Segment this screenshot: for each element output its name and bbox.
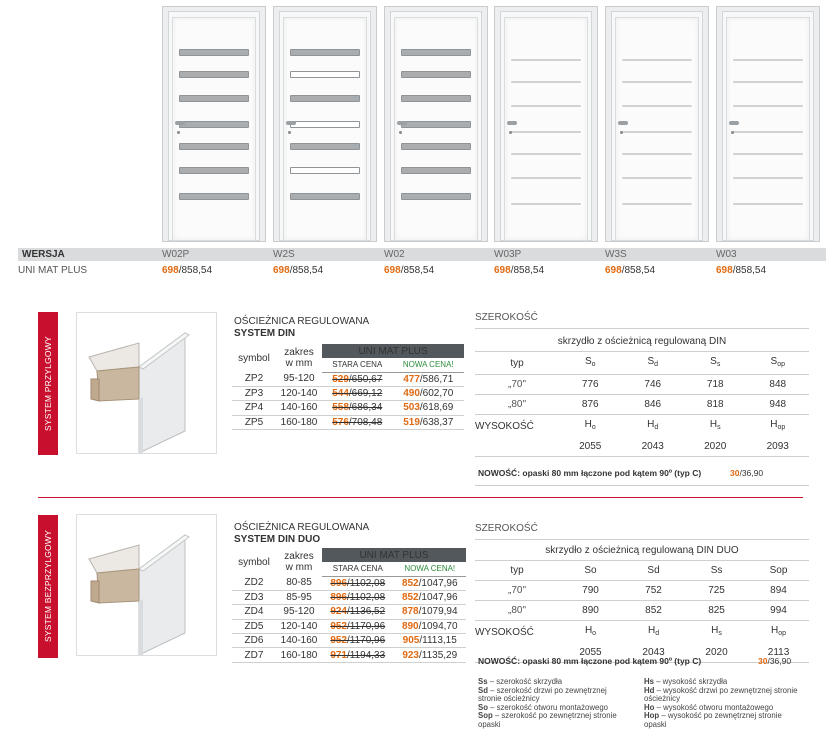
table-row — [232, 648, 466, 662]
version-price: 698/858,54 — [162, 265, 213, 276]
door-glass-pane — [290, 193, 360, 200]
door-glass-pane — [511, 203, 581, 205]
section1-note-price: 30/36,90 — [730, 468, 764, 478]
col-symbol: symbol — [238, 556, 270, 568]
door-glass-pane — [401, 167, 471, 174]
cell-new-price: 852/1047,96 — [394, 576, 467, 590]
table-row — [475, 375, 809, 395]
section1-note — [478, 468, 764, 478]
frame-price-table-din-duo — [232, 548, 466, 663]
legend-item: Sop – szerokość po zewnętrznej stronie opaski — [478, 711, 617, 729]
section2-title — [234, 522, 369, 546]
door-lock-icon — [177, 131, 180, 134]
width-title-1: SZEROKOŚĆ — [475, 312, 809, 329]
col-new-price: NOWA CENA! — [392, 358, 464, 372]
table-row — [475, 581, 809, 601]
door-handle-icon — [507, 121, 517, 125]
door-handle-icon — [286, 121, 296, 125]
cell-symbol: ZP4 — [232, 401, 276, 415]
section2-note-price: 30/36,90 — [758, 656, 792, 666]
door-glass-pane — [401, 121, 471, 128]
door-lock-icon — [399, 131, 402, 134]
cell-old-price: 896/1102,08 — [322, 590, 394, 604]
door-lock-icon — [288, 131, 291, 134]
door-glass-pane — [290, 121, 360, 128]
table-row — [475, 395, 809, 415]
cell-height-value: 2043 — [622, 643, 685, 663]
cell-old-price: 896/1102,08 — [322, 576, 394, 590]
cell-symbol: ZP5 — [232, 415, 276, 429]
cell-width-value: 718 — [684, 375, 747, 395]
version-name: W02P — [162, 249, 190, 260]
door-w02p — [162, 6, 266, 242]
col-width: $S_d$ — [622, 352, 685, 375]
door-glass-pane — [511, 131, 581, 133]
door-glass-pane — [401, 95, 471, 102]
door-w3s — [605, 6, 709, 242]
frame-product-image-din-duo — [76, 514, 217, 656]
col-old-price: STARA CENA — [322, 562, 394, 576]
version-price: 698/858,54 — [273, 265, 324, 276]
door-w03 — [716, 6, 820, 242]
door-glass-pane — [179, 193, 249, 200]
table-row — [232, 619, 466, 633]
door-frame-illustration — [77, 515, 216, 655]
door-glass-pane — [622, 203, 692, 205]
cell-new-price: 905/1113,15 — [394, 634, 467, 648]
legend-item: So – szerokość otworu montażowego — [478, 702, 609, 712]
col-height: $H_{op}$ — [770, 419, 786, 431]
col-zakres: zakres w mm — [284, 347, 314, 369]
cell-symbol: ZD4 — [232, 605, 276, 619]
version-name: W3S — [605, 249, 627, 260]
door-glass-pane — [733, 59, 803, 61]
cell-type: „70" — [475, 581, 559, 601]
cell-old-price: 544/669,12 — [322, 386, 392, 400]
cell-range: 140-160 — [276, 634, 322, 648]
version-price: 698/858,54 — [384, 265, 435, 276]
col-symbol: symbol — [238, 352, 270, 364]
legend-item: Ho – wysokość otworu montażowego — [644, 702, 774, 712]
door-glass-pane — [622, 81, 692, 83]
table-row — [232, 401, 464, 415]
legend-item: Ss – szerokość skrzydła — [478, 677, 563, 686]
cell-range: 160-180 — [276, 648, 322, 662]
cell-old-price: 971/1194,33 — [322, 648, 394, 662]
version-header-row — [18, 248, 826, 261]
width-caption: skrzydło z ościeżnicą regulowaną DIN DUO — [475, 541, 809, 561]
col-height: $H_s$ — [711, 625, 722, 637]
version-price-row — [18, 264, 826, 277]
version-header-label: WERSJA — [22, 249, 65, 260]
cell-range: 95-120 — [276, 605, 322, 619]
door-glass-pane — [622, 105, 692, 107]
section1-title-line1: OŚCIEŻNICA REGULOWANA — [234, 316, 370, 327]
cell-range: 120-140 — [276, 619, 322, 633]
cell-width-value: 825 — [685, 601, 748, 621]
door-glass-pane — [622, 131, 692, 133]
dimension-table-din — [475, 332, 809, 457]
cell-type: „70" — [475, 375, 559, 395]
section-divider-red — [38, 497, 803, 498]
section-band-przylgowy: SYSTEM PRZYLGOWY — [38, 312, 58, 455]
cell-range: 140-160 — [276, 401, 322, 415]
legend-item: Hd – wysokość drzwi po zewnętrznej stronie ościeżnicy — [644, 685, 798, 704]
door-glass-pane — [290, 71, 360, 78]
height-label: WYSOKOŚĆ — [475, 420, 534, 432]
cell-width-value: 776 — [559, 375, 622, 395]
cell-width-value: 890 — [559, 601, 622, 621]
version-price: 698/858,54 — [605, 265, 656, 276]
version-name: W02 — [384, 249, 405, 260]
version-name: W03 — [716, 249, 737, 260]
cell-width-value: 725 — [685, 581, 748, 601]
legend-item: Sd – szerokość drzwi po zewnętrznej stronie ościeżnicy — [478, 685, 607, 704]
cell-old-price: 576/708,48 — [322, 415, 392, 429]
col-width: $S_{op}$ — [747, 352, 810, 375]
door-glass-pane — [401, 193, 471, 200]
door-glass-pane — [401, 71, 471, 78]
cell-new-price: 878/1079,94 — [394, 605, 467, 619]
cell-width-value: 790 — [559, 581, 622, 601]
door-glass-pane — [733, 81, 803, 83]
version-row-label: UNI MAT PLUS — [18, 265, 88, 276]
frame-price-table-din — [232, 344, 464, 430]
door-glass-pane — [733, 131, 803, 133]
door-glass-pane — [179, 49, 249, 56]
cell-symbol: ZD2 — [232, 576, 276, 590]
door-glass-pane — [733, 203, 803, 205]
cell-height-value: 2020 — [685, 643, 748, 663]
door-glass-pane — [511, 81, 581, 83]
table-row — [232, 605, 466, 619]
version-name: W2S — [273, 249, 295, 260]
cell-type: „80" — [475, 601, 559, 621]
door-handle-icon — [175, 121, 185, 125]
cell-old-price: 924/1136,52 — [322, 605, 394, 619]
section1-title — [234, 316, 369, 340]
section1-title-line2: SYSTEM DIN — [234, 328, 296, 339]
legend-heights — [644, 678, 804, 730]
table-row — [232, 372, 464, 386]
col-height: $H_s$ — [709, 419, 721, 431]
cell-symbol: ZP3 — [232, 386, 276, 400]
door-glass-pane — [179, 143, 249, 150]
col-width: Sd — [622, 561, 685, 581]
door-glass-pane — [179, 95, 249, 102]
door-handle-icon — [397, 121, 407, 125]
cell-symbol: ZP2 — [232, 372, 276, 386]
cell-width-value: 846 — [622, 395, 685, 415]
section-band-bezprzylgowy: SYSTEM BEZPRZYLGOWY — [38, 515, 58, 658]
door-glass-pane — [290, 95, 360, 102]
door-glass-pane — [401, 143, 471, 150]
cell-new-price: 852/1047,96 — [394, 590, 467, 604]
cell-width-value: 876 — [559, 395, 622, 415]
width-title-2: SZEROKOŚĆ — [475, 523, 809, 540]
col-old-price: STARA CENA — [322, 358, 392, 372]
cell-width-value: 994 — [748, 601, 809, 621]
cell-old-price: 529/650,67 — [322, 372, 392, 386]
cell-height-value: 2093 — [747, 437, 810, 457]
door-frame-illustration — [77, 313, 216, 453]
door-w02 — [384, 6, 488, 242]
door-glass-pane — [511, 105, 581, 107]
version-name: W03P — [494, 249, 522, 260]
door-glass-pane — [622, 177, 692, 179]
section2-title-line2: SYSTEM DIN DUO — [234, 534, 321, 545]
cell-old-price: 952/1170,96 — [322, 619, 394, 633]
col-width: Sop — [748, 561, 809, 581]
door-glass-pane — [511, 59, 581, 61]
door-glass-pane — [511, 153, 581, 155]
col-typ: typ — [475, 561, 559, 581]
door-glass-pane — [290, 143, 360, 150]
cell-type: „80" — [475, 395, 559, 415]
door-glass-pane — [733, 177, 803, 179]
door-glass-pane — [179, 167, 249, 174]
col-width: Ss — [685, 561, 748, 581]
col-height: $H_o$ — [584, 419, 596, 431]
section1-note-text: NOWOŚĆ: opaski 80 mm łączone pod kątem 90º (typ C) — [478, 468, 702, 478]
cell-new-price: 490/602,70 — [392, 386, 464, 400]
cell-old-price: 558/686,34 — [322, 401, 392, 415]
col-height: $H_{op}$ — [771, 625, 787, 637]
group-header: UNI MAT PLUS — [322, 344, 464, 358]
cell-range: 95-120 — [276, 372, 322, 386]
cell-height-value: 2055 — [559, 643, 622, 663]
cell-new-price: 519/638,37 — [392, 415, 464, 429]
cell-width-value: 848 — [747, 375, 810, 395]
divider — [475, 485, 809, 486]
cell-range: 120-140 — [276, 386, 322, 400]
cell-height-value: 2055 — [559, 437, 622, 457]
cell-width-value: 894 — [748, 581, 809, 601]
door-lock-icon — [731, 131, 734, 134]
col-width: So — [559, 561, 622, 581]
col-new-price: NOWA CENA! — [394, 562, 467, 576]
door-handle-icon — [618, 121, 628, 125]
version-price: 698/858,54 — [716, 265, 767, 276]
cell-new-price: 503/618,69 — [392, 401, 464, 415]
table-row — [232, 386, 464, 400]
cell-symbol: ZD6 — [232, 634, 276, 648]
door-handle-icon — [729, 121, 739, 125]
cell-new-price: 890/1094,70 — [394, 619, 467, 633]
cell-width-value: 818 — [684, 395, 747, 415]
cell-height-value: 2113 — [748, 643, 809, 663]
cell-symbol: ZD7 — [232, 648, 276, 662]
door-w2s — [273, 6, 377, 242]
cell-new-price: 477/586,71 — [392, 372, 464, 386]
frame-product-image-din — [76, 312, 217, 454]
legend-widths — [478, 678, 628, 730]
col-zakres: zakres w mm — [284, 551, 314, 573]
cell-height-value: 2043 — [622, 437, 685, 457]
section2-title-line1: OŚCIEŻNICA REGULOWANA — [234, 522, 370, 533]
door-glass-pane — [622, 59, 692, 61]
table-row — [232, 576, 466, 590]
col-height: $H_o$ — [584, 625, 597, 637]
section2-note — [478, 656, 792, 666]
width-caption: skrzydło z ościeżnicą regulowaną DIN — [475, 332, 809, 352]
table-row — [232, 590, 466, 604]
cell-width-value: 852 — [622, 601, 685, 621]
group-header: UNI MAT PLUS — [322, 548, 466, 562]
legend-item: Hs – wysokość skrzydła — [644, 677, 728, 686]
cell-new-price: 923/1135,29 — [394, 648, 467, 662]
section2-note-text: NOWOŚĆ: opaski 80 mm łączone pod kątem 90º (typ C) — [478, 656, 702, 666]
col-width: $S_s$ — [684, 352, 747, 375]
door-glass-pane — [733, 153, 803, 155]
col-height: $H_d$ — [647, 419, 659, 431]
legend-item: Hop – wysokość po zewnętrznej stronie opaski — [644, 711, 782, 729]
cell-height-value: 2020 — [684, 437, 747, 457]
col-typ: typ — [475, 352, 559, 375]
cell-width-value: 746 — [622, 375, 685, 395]
door-lock-icon — [509, 131, 512, 134]
door-lock-icon — [620, 131, 623, 134]
table-row — [475, 601, 809, 621]
version-price: 698/858,54 — [494, 265, 545, 276]
cell-symbol: ZD5 — [232, 619, 276, 633]
door-glass-pane — [511, 177, 581, 179]
cell-old-price: 952/1170,96 — [322, 634, 394, 648]
door-glass-pane — [401, 49, 471, 56]
height-label: WYSOKOŚĆ — [475, 626, 534, 638]
door-glass-pane — [622, 153, 692, 155]
door-glass-pane — [733, 105, 803, 107]
cell-symbol: ZD3 — [232, 590, 276, 604]
cell-width-value: 752 — [622, 581, 685, 601]
col-height: $H_d$ — [647, 625, 660, 637]
door-w03p — [494, 6, 598, 242]
dimension-table-din-duo — [475, 541, 809, 663]
door-glass-pane — [179, 71, 249, 78]
col-width: $S_o$ — [559, 352, 622, 375]
door-glass-pane — [290, 49, 360, 56]
door-glass-pane — [290, 167, 360, 174]
table-row — [232, 634, 466, 648]
cell-range: 160-180 — [276, 415, 322, 429]
cell-range: 85-95 — [276, 590, 322, 604]
door-glass-pane — [179, 121, 249, 128]
cell-width-value: 948 — [747, 395, 810, 415]
table-row — [232, 415, 464, 429]
cell-range: 80-85 — [276, 576, 322, 590]
